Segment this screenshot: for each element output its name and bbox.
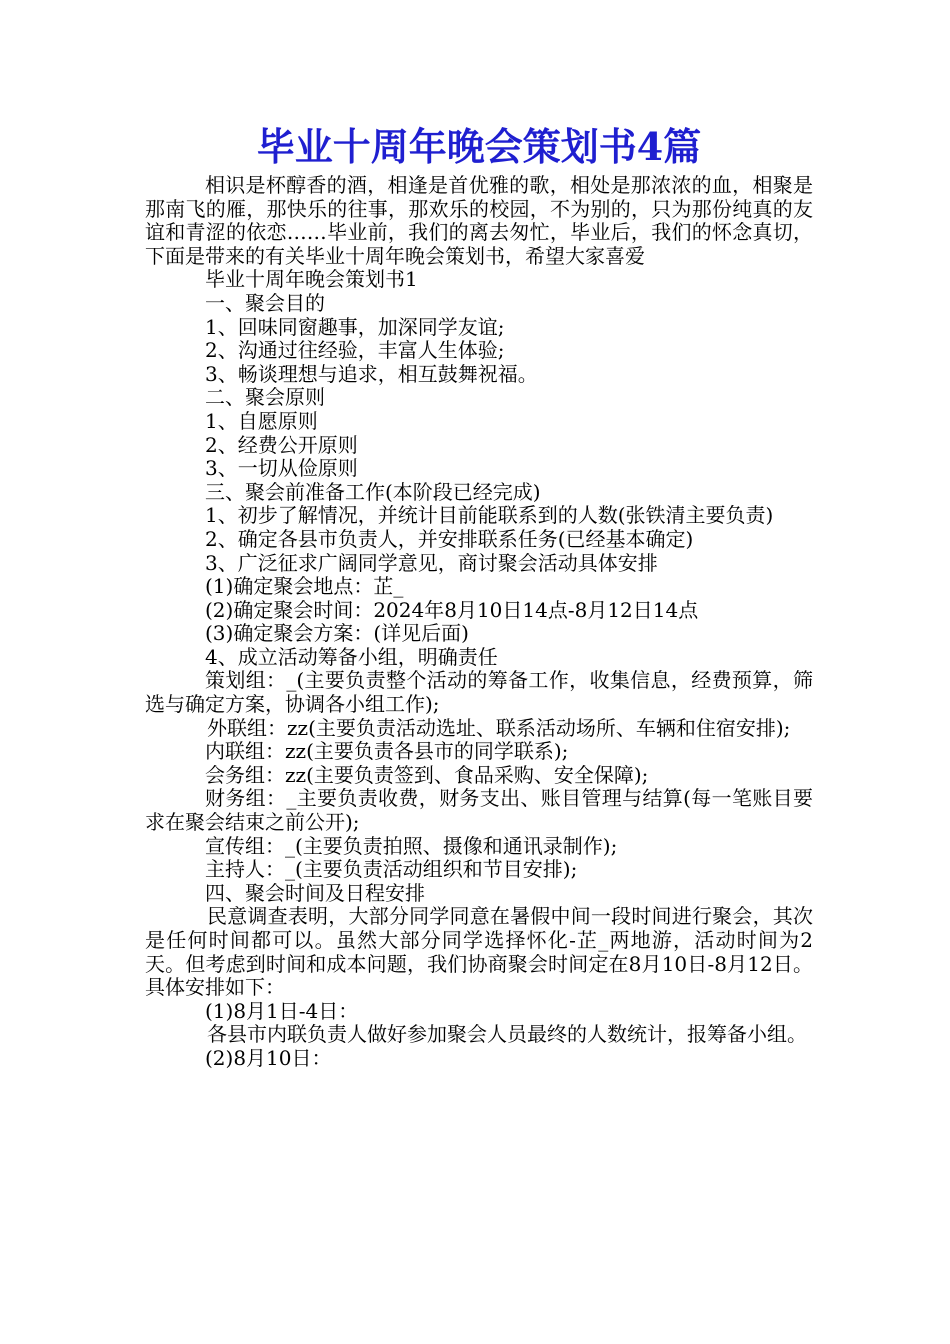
subsection-heading: 三、聚会前准备工作(本阶段已经完成): [205, 479, 541, 504]
list-item: (1)确定聚会地点：芷_: [205, 574, 404, 599]
list-item: 主持人：_(主要负责活动组织和节目安排);: [205, 857, 578, 882]
list-item: 3、畅谈理想与追求，相互鼓舞祝福。: [205, 361, 538, 386]
subsection-heading: 四、聚会时间及日程安排: [205, 880, 425, 905]
list-item: 1、回味同窗趣事，加深同学友谊;: [205, 314, 505, 339]
list-item: 2、确定各县市负责人，并安排联系任务(已经基本确定): [205, 526, 694, 551]
list-item: 2、沟通过往经验，丰富人生体验;: [205, 338, 505, 363]
list-item: (3)确定聚会方案：(详见后面): [205, 621, 469, 646]
subsection-heading: 一、聚会目的: [205, 290, 325, 315]
list-item: 会务组：zz(主要负责签到、食品采购、安全保障);: [205, 762, 649, 787]
list-item: 宣传组：_(主要负责拍照、摄像和通讯录制作);: [205, 833, 618, 858]
list-item: 外联组：zz(主要负责活动选址、联系活动场所、车辆和住宿安排);: [207, 715, 791, 740]
document-body: [145, 122, 813, 1071]
list-item: 内联组：zz(主要负责各县市的同学联系);: [205, 739, 569, 764]
list-item: (1)8月1日-4日：: [205, 998, 359, 1023]
section-heading: 毕业十周年晚会策划书1: [205, 267, 418, 292]
list-item: 1、初步了解情况，并统计目前能联系到的人数(张铁清主要负责): [205, 503, 774, 528]
list-item: 1、自愿原则: [205, 408, 318, 433]
intro-paragraph: 相识是杯醇香的酒，相逢是首优雅的歌，相处是那浓浓的血，相聚是那南飞的雁，那快乐的往事，那欢乐的校园，不为别的，只为那份纯真的友谊和青涩的依恋……毕业前，我们的离去匆忙，毕业后，我们的怀念真切，下面是带来的有关毕业十周年晚会策划书，希望大家喜爱: [145, 173, 813, 268]
list-item: 3、一切从俭原则: [205, 456, 358, 481]
list-item: 3、广泛征求广阔同学意见，商讨聚会活动具体安排: [205, 550, 658, 575]
list-item: 策划组：_(主要负责整个活动的筹备工作，收集信息，经费预算，筛选与确定方案，协调各小组工作);: [145, 668, 813, 717]
body-paragraph: 各县市内联负责人做好参加聚会人员最终的人数统计，报筹备小组。: [207, 1022, 807, 1047]
list-item: 财务组：_主要负责收费，财务支出、账目管理与结算(每一笔账目要求在聚会结束之前公开);: [145, 786, 813, 835]
list-item: (2)确定聚会时间：2024年8月10日14点-8月12日14点: [205, 597, 699, 622]
document-title: 毕业十周年晚会策划书4篇: [256, 124, 702, 169]
body-paragraph: 民意调查表明，大部分同学同意在暑假中间一段时间进行聚会，其次是任何时间都可以。虽然大部分同学选择怀化-芷_两地游，活动时间为2天。但考虑到时间和成本问题，我们协商聚会时间定在8月10日-8月12日。具体安排如下：: [145, 904, 813, 1000]
subsection-heading: 二、聚会原则: [205, 385, 325, 410]
list-item: 4、成立活动筹备小组，明确责任: [205, 644, 498, 669]
list-item: (2)8月10日：: [205, 1045, 332, 1070]
list-item: 2、经费公开原则: [205, 432, 358, 457]
